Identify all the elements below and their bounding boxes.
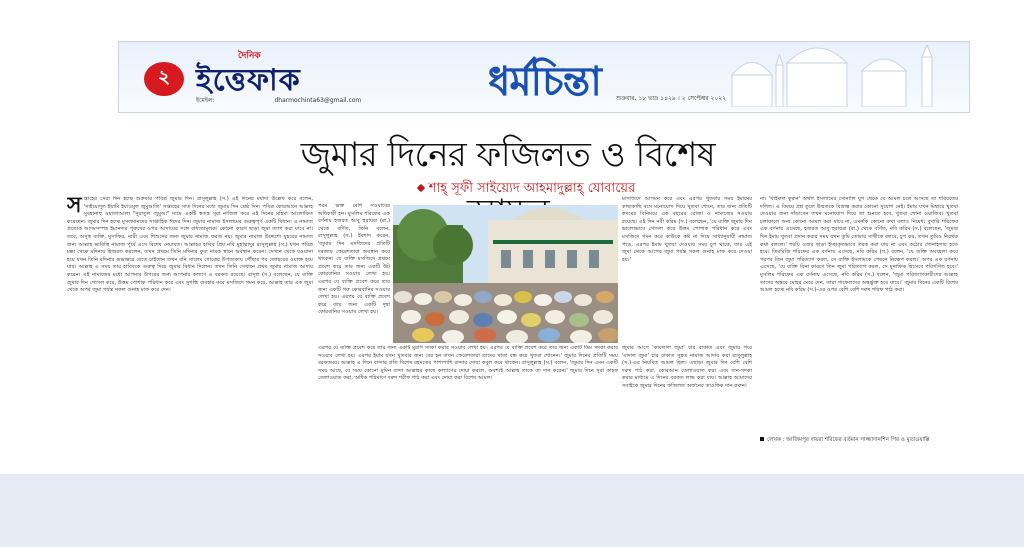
article-column-1 bbox=[67, 196, 313, 436]
article-byline bbox=[394, 179, 654, 197]
email-address[interactable]: dharmochinta63@gmail.com bbox=[274, 97, 362, 104]
photo-illustration bbox=[393, 205, 618, 343]
page-number-badge: ২ bbox=[144, 62, 184, 96]
issue-date: শুক্রবার, ১৮ ভাদ্র ১৪২৯ । ২ সেপ্টেম্বর ২০২২ bbox=[616, 95, 727, 102]
byline-author: শাহ্‌ সূফী সাইয়্যেদ আহমাদুল্লাহ্ যোবায়ের bbox=[428, 181, 636, 196]
drop-cap: স bbox=[67, 196, 82, 218]
column-3-text: মাসজিদে আগমন করে এবং এরপর খুতবার সময় ইমামের কাছাকাছি বসে মনোযোগ দিয়ে খুতবা শোনে, তার জন্য প্রতিটি কদমের বিনিময়ে এক বছরের রোজা ও নামাজের সওয়াব রয়েছে। এই দিন নবী করিম (স.) বলেছেন, 'যে ব্যক্তি জুমার দিন ভালোভাবে গোসল করে উত্তম পোশাক পরিধান করে এবং মসজিদে গমন করে কাউকে কষ্ট না দিয়ে সাধ্যানুযায়ী নামাজ পড়ে, এরপর ইমাম খুতবা দেওয়ার সময় চুপ থাকে, তার এই জুমা থেকে আগের জুমা পর্যন্ত সকল গুনাহ মাফ করে দেওয়া হয়।' bbox=[622, 196, 752, 263]
masthead-small-label: দৈনিক bbox=[238, 51, 261, 61]
column-2-continued-text: এরপর যে ব্যক্তি প্রবেশ করে তার জন্য একটি মুরগি সদকা করার সওয়াব লেখা হয়। এরপর যে ব্যক্তি প্রবেশ করে তার জন্য একটি ডিম সদকা করার সওয়াব লেখা হয়। এরপর ইমাম যখন খুতবার জন্য বের হন তখন ফেরেশতারা তাদের খাতা বন্ধ করে খুতবা শোনেন।' জুমার দিনের প্রতিটি সময় বরকতময়। আল্লাহ এ দিনে বান্দার প্রতি বিশেষ রহমতের পাশাপাশি বান্দার দোয়া কবুল করে থাকেন। রাসুলুল্লাহ (স.) বলেন, 'জুমার দিন এমন একটি সময় আছে, যে সময় কোনো মুমিন বান্দা আল্লাহর কাছে কল্যাণের দোয়া করলে, অবশ্যই আল্লাহ তাকে তা দান করেন।' জুমার দিনে সুরা কাহফ তেলাওয়াত করা, অধিক পরিমাণে দরুদ শরীফ পাঠ করা এবং দোয়া করা বিশেষ আমল। bbox=[318, 345, 618, 382]
byline-bullet-icon bbox=[417, 183, 425, 191]
column-3-continued-text: জুমার আগে 'কাবলাল জুমা' চার রাকাত এবং জুমার পরে 'বাদাল জুমা' চার রাকাত সুন্নত নামাজ আদায় করা রাসুলুল্লাহ (স.)-এর নিয়মিত আমল ছিল। এছাড়া জুমার দিন বেশি বেশি দরুদ পাঠ করা, কোরআন তেলাওয়াত করা এবং দান-সদকা করার মাধ্যমে এ দিনের বরকত লাভ করা যায়। আল্লাহ আমাদের সবাইকে জুমার দিনের ফজিলত অর্জনের তাওফিক দান করুন। bbox=[622, 345, 752, 389]
article-column-3-continued bbox=[622, 345, 752, 440]
column-1-text: প্তাহের সেরা দিন হচ্ছে শুক্রবার পবিত্র জুমার দিন। রাসুলুল্লাহ (স.) এই দিনের মর্যাদা উল্লেখ করে বলেন, 'সাইয়্যেদুল ইয়ামি ইয়াওমুল জুমুআতি' সপ্তাহের সাত দিনের মধ্যে জুমার দিন শ্রেষ্ঠ দিন। পবিত্র কোরআনে আল্লাহ সুবহানাহু ওয়াতাআলা "সুরাতুল জুমুআ" নামে একটি স্বতন্ত্র সূরা নাজিল করে এই দিনের মহিমা আলোকিত করেছেন। জুমার দিন হচ্ছে মুসলমানদের সাপ্তাহিক ঈদের দিন। জুমার নামাজ ইসলামের গুরুত্বপূর্ণ একটি বিধান। এ নামাজ প্রত্যেক আদমসম্পন্ন ইমানদার পুরুষের ওপর আদায়ের সঙ্গে বাধ্যতামূলক। কোনো কারণ ছাড়া জুমা ত্যাগ করা যাবে না। তবে, অসুস্থ ব্যক্তি, মুসাফির, নারী এবং শিশুদের জন্য জুমার নামাজ ফরজ নয়। জুমার নামাজ উদ্দেশ্যে যুহরের নামাজ জন্য আল্লাহ ভাবিত্তি নামাজ পূর্বে এসে বিশেষ নেয়ামত। আল্লাহর হাবিব প্রিয় নবি মুহাম্মাদুর রাসুলুল্লাহ (স.) যখন পবিত্র মক্কা থেকে মদিনায় হিজরত করলেন, তখন প্রথমে তিনি মদিনার কুবা নামক স্থানে অবস্থান করেন। সেখান থেকে রওয়ানা হয়ে যখন তিনি মদিনার অভ্যন্তরে যেতে চাইলেন তখন বনি সালেম গোত্রের উপত্যকায় পৌঁছার পর জোহরের ওয়াক্ত হয়ে যায়। আল্লাহ এ সময় তার হাবিবকে গুরুত্ব দিয়ে জুমার বিধান দিলেন। তখন তিনি সেখানে প্রথম জুমার নামাজ আদায় করেন। এই নামাজের মধ্যে আপনার উপরের জন্য আপনার কল্যাণ ও বরকত রয়েছে। রাসূল (স.) বলেছেন, যে ব্যক্তি জুমার দিন গোসল করে, উত্তম পোশাক পরিধান করে এবং সুগন্ধি ব্যবহার করে মসজিদে গমন করে, আল্লাহ তার এক জুমা থেকে অপর জুমা পর্যন্ত সকল গুনাহ মাফ করে দেন। bbox=[67, 196, 313, 294]
article-column-2 bbox=[318, 203, 390, 343]
article-column-2-continued bbox=[318, 345, 618, 440]
article-headline: জুমার দিনের ফজিলত ও বিশেষ bbox=[300, 135, 716, 175]
email-label: ইমেইল: bbox=[196, 97, 215, 104]
column-2-text: পরম ভক্ত বেশি সওয়াবের অধিকারী হন। মুসলিম শরিফের এক বর্ণনায় হজরত আবু হুরায়রা (রা.) থেকে বর্ণিত, তিনি বলেন, রাসুলুল্লাহ (স.) ইরশাদ করেন, 'জুমার দিন মসজিদের প্রতিটি দরজায় ফেরেশতারা অবস্থান করে থাকেন। যে ব্যক্তি মসজিদে প্রথমে প্রবেশ করে তার জন্য একটি উট কোরবানির সওয়াব লেখা হয়। এরপর যে ব্যক্তি প্রবেশ করে তার জন্য একটি গরু কোরবানির সওয়াব লেখা হয়। এরপর যে ব্যক্তি প্রবেশ করে তার জন্য একটি দুম্বা কোরবানির সওয়াব লেখা হয়। bbox=[318, 203, 390, 316]
note-bullet-icon bbox=[760, 437, 764, 441]
mosque-congregation-photo bbox=[393, 205, 618, 343]
masthead-logo: ইত্তেফাক bbox=[196, 63, 301, 98]
mosque-domes-illustration bbox=[712, 45, 962, 107]
section-title: ধর্মচিন্তা bbox=[488, 59, 601, 105]
article-column-4 bbox=[760, 196, 958, 440]
bottom-band bbox=[0, 474, 1024, 547]
header-meta bbox=[196, 95, 446, 105]
writer-note-text: লেখক : আজিমপুর দায়রা শরিফের বর্তমান সাজ্জাদানশিন পির ও মুতাওয়াল্লি bbox=[767, 437, 930, 443]
column-4-text: না। 'খাইরুল কুরুন' অর্থাৎ ইসলামের সোনালি যুগ থেকে যে আমল চলে আসছে তা শরিয়তের দলিল। এ বিষয়ে প্রশ্ন তুলে উম্মতকে বিভ্রান্ত করার কোনো সুযোগ নেই। ইমাম যখন মিম্বারে খুতবা দেওয়ার জন্য দাঁড়াবেন তখন মনোযোগ দিয়ে তা শুনতে হবে, খুতবা শোনা ওয়াজিব। খুতবা চলাকালে অন্য কোনো আমল করা যাবে না, এমনকি কোনো কথা বলাও নিষেধ। বুখারি শরিফের এক বর্ণনায় এসেছে, হজরত আবু হুরায়রা (রা.) থেকে বর্ণিত, নবি করিম (স.) বলেছেন, 'জুমার দিন ইমাম খুতবা প্রদান করার সময় যখন তুমি তোমার সাথীকে বলবে, চুপ কর, তখন তুমিও নিরর্থক কথা বললে।' শরয়ি ওজর ছাড়া ইচ্ছাকৃতভাবে তরক করা যায় না এবং কঠোর গোনাহগার হতে হবে। তিরমিজি শরিফের এক বর্ণনায় এসেছে, নবি করিম (স.) বলেন, 'যে ব্যক্তি অবহেলা করে পরপর তিন জুমা পরিত্যাগ করল, সে ব্যক্তি ইসলামকে পেছনে নিক্ষেপ করল।' অপর এক বর্ণনায় এসেছে, 'যে ব্যক্তি বিনা কারণে তিন জুমা পরিত্যাগ করল, সে মুনাফিক হিসেবে পরিগণিত হবে।' মুসলিম শরিফের এক বর্ণনায় এসেছে, নবি করিম (স.) বলেন, 'জুমা পরিত্যাগকারীদের আল্লাহ তাদের অন্তরে মোহর মেরে দেন, তারা গাফেলদের অন্তর্ভুক্ত হয়ে যাবে।' জুমার দিনের একটি বিশেষ আমল হচ্ছে নবি করিম (স.)-এর ওপর বেশি বেশি দরুদ শরিফ পাঠ করা। bbox=[760, 196, 958, 294]
writer-note bbox=[760, 437, 970, 447]
article-column-3 bbox=[622, 196, 752, 344]
